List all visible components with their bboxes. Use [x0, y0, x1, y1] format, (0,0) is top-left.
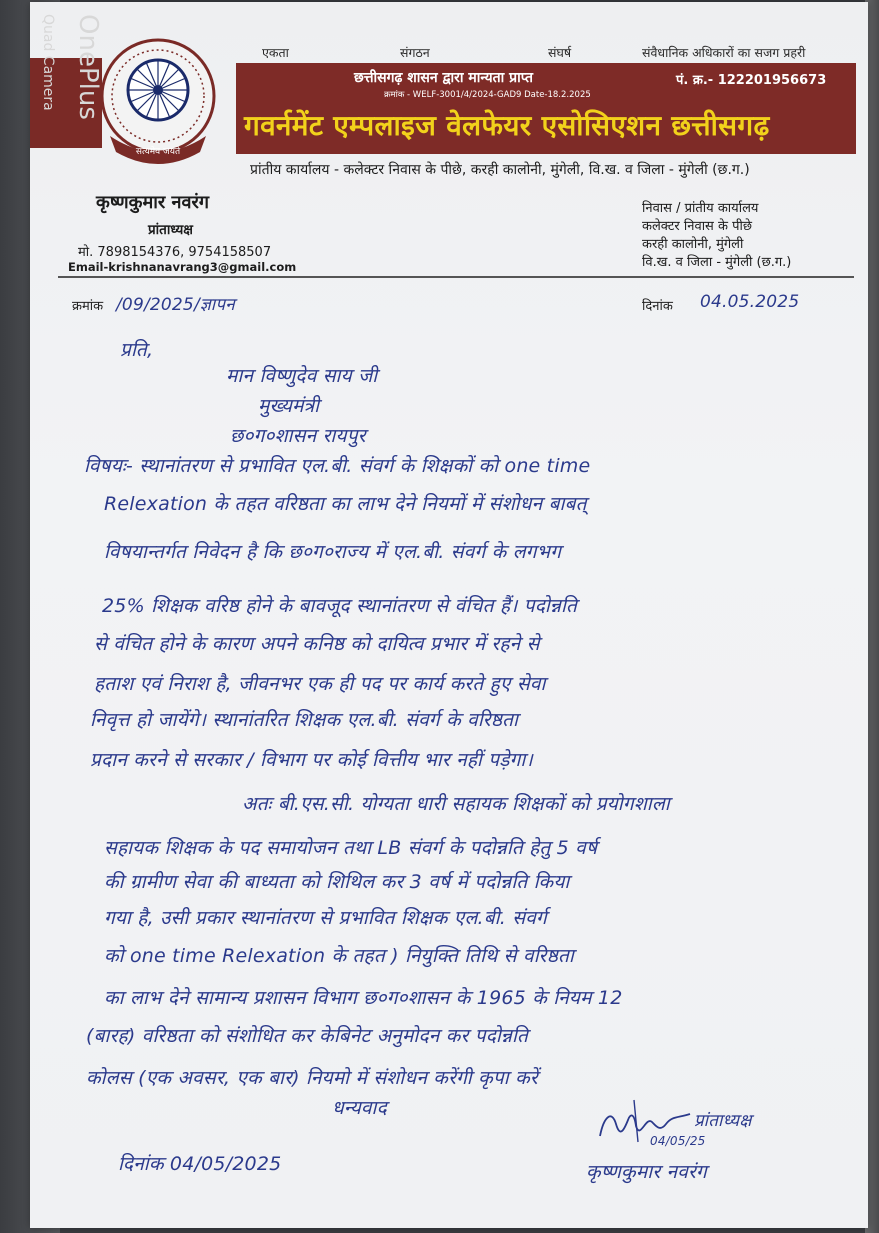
recipient-designation: मुख्यमंत्री [258, 395, 320, 417]
motto-rights: संवैधानिक अधिकारों का सजग प्रहरी [642, 45, 806, 60]
body-line: विषयान्तर्गत निवेदन है कि छ०ग०राज्य में एल.बी. संवर्ग के लगभग [104, 541, 562, 563]
office-address: प्रांतीय कार्यालय - कलेक्टर निवास के पीछे, करही कालोनी, मुंगेली, वि.ख. व जिला - मुंगेली (छ.ग.) [250, 162, 750, 178]
body-line: सहायक शिक्षक के पद समायोजन तथा LB संवर्ग के पदोन्नति हेतु 5 वर्ष [104, 837, 598, 859]
body-line: की ग्रामीण सेवा की बाध्यता को शिथिल कर 3 वर्ष में पदोन्नति किया [104, 871, 570, 893]
letterhead-divider [58, 276, 854, 278]
body-line: प्रदान करने से सरकार / विभाग पर कोई वित्तीय भार नहीं पड़ेगा। [90, 749, 533, 771]
signature-note: प्रांताध्यक्ष [694, 1111, 752, 1131]
recipient-place: छ०ग०शासन रायपुर [230, 425, 366, 447]
dinank-label: दिनांक [642, 299, 673, 314]
body-line: अतः बी.एस.सी. योग्यता धारी सहायक शिक्षकों को प्रयोगशाला [242, 793, 670, 815]
sender-name: कृष्णकुमार नवरंग [96, 192, 210, 213]
kramank-label: क्रमांक [72, 299, 104, 314]
kramank-value: /09/2025/ज्ञापन [116, 295, 235, 315]
signature-date: 04/05/25 [650, 1134, 706, 1148]
association-title: गवर्नमेंट एम्पलाइज वेलफेयर एसोसिएशन छत्तीसगढ़ [244, 109, 770, 142]
body-line: Relexation के तहत वरिष्ठता का लाभ देने नियमों में संशोधन बाबत् [104, 493, 587, 515]
sender-role: प्रांताध्यक्ष [148, 222, 193, 238]
body-line: कोलस (एक अवसर, एक बार) नियमो में संशोधन करेंगी कृपा करें [86, 1067, 538, 1089]
emblem-motto: सत्यमेव जयते [135, 147, 181, 157]
sender-email: Email-krishnanavrang3@gmail.com [68, 260, 297, 274]
body-line: हताश एवं निराश है, जीवनभर एक ही पद पर कार्य करते हुए सेवा [94, 673, 546, 695]
association-emblem [96, 36, 220, 168]
body-line: निवृत्त हो जायेंगे। स्थानांतरित शिक्षक एल.बी. संवर्ग के वरिष्ठता [90, 709, 519, 731]
sender-phone: मो. 7898154376, 9754158507 [78, 245, 272, 260]
camera-watermark [2, 8, 103, 168]
footer-date: दिनांक 04/05/2025 [118, 1153, 282, 1175]
prati-line: प्रति, [120, 339, 154, 361]
residence-address-line: करही कालोनी, मुंगेली [642, 237, 744, 252]
recipient-name: मान विष्णुदेव साय जी [226, 365, 378, 387]
body-line: को one time Relexation के तहत ) नियुक्ति तिथि से वरिष्ठता [104, 945, 574, 967]
body-line: 25% शिक्षक वरिष्ठ होने के बावजूद स्थानांतरण से वंचित हैं। पदोन्नति [102, 595, 577, 617]
body-line: विषयः- स्थानांतरण से प्रभावित एल.बी. संवर्ग के शिक्षकों को one time [84, 455, 591, 477]
motto-organization: संगठन [400, 45, 430, 60]
body-line: का लाभ देने सामान्य प्रशासन विभाग छ०ग०शासन के 1965 के नियम 12 [104, 987, 623, 1009]
watermark-brand: OnePlus [73, 14, 103, 120]
residence-address-line: कलेक्टर निवास के पीछे [642, 219, 752, 234]
watermark-sub: Quad Camera [40, 14, 56, 111]
recognition-line: छत्तीसगढ़ शासन द्वारा मान्यता प्राप्त [354, 70, 533, 86]
body-line: गया है, उसी प्रकार स्थानांतरण से प्रभावित शिक्षक एल.बी. संवर्ग [104, 907, 547, 929]
motto-unity: एकता [262, 45, 289, 60]
registration-line: क्रमांक - WELF-3001/4/2024-GAD9 Date-18.2.2025 [384, 90, 591, 100]
dinank-value: 04.05.2025 [700, 292, 800, 312]
signature-name: कृष्णकुमार नवरंग [586, 1161, 707, 1183]
body-line: (बारह) वरिष्ठता को संशोधित कर केबिनेट अनुमोदन कर पदोन्नति [86, 1025, 528, 1047]
residence-address-line: वि.ख. व जिला - मुंगेली (छ.ग.) [642, 255, 792, 270]
residence-address-line: निवास / प्रांतीय कार्यालय [642, 201, 759, 216]
closing-thanks: धन्यवाद [332, 1097, 387, 1119]
motto-struggle: संघर्ष [548, 45, 572, 60]
registration-number: पं. क्र.- 122201956673 [676, 73, 827, 88]
body-line: से वंचित होने के कारण अपने कनिष्ठ को दायित्व प्रभार में रहने से [94, 633, 540, 655]
